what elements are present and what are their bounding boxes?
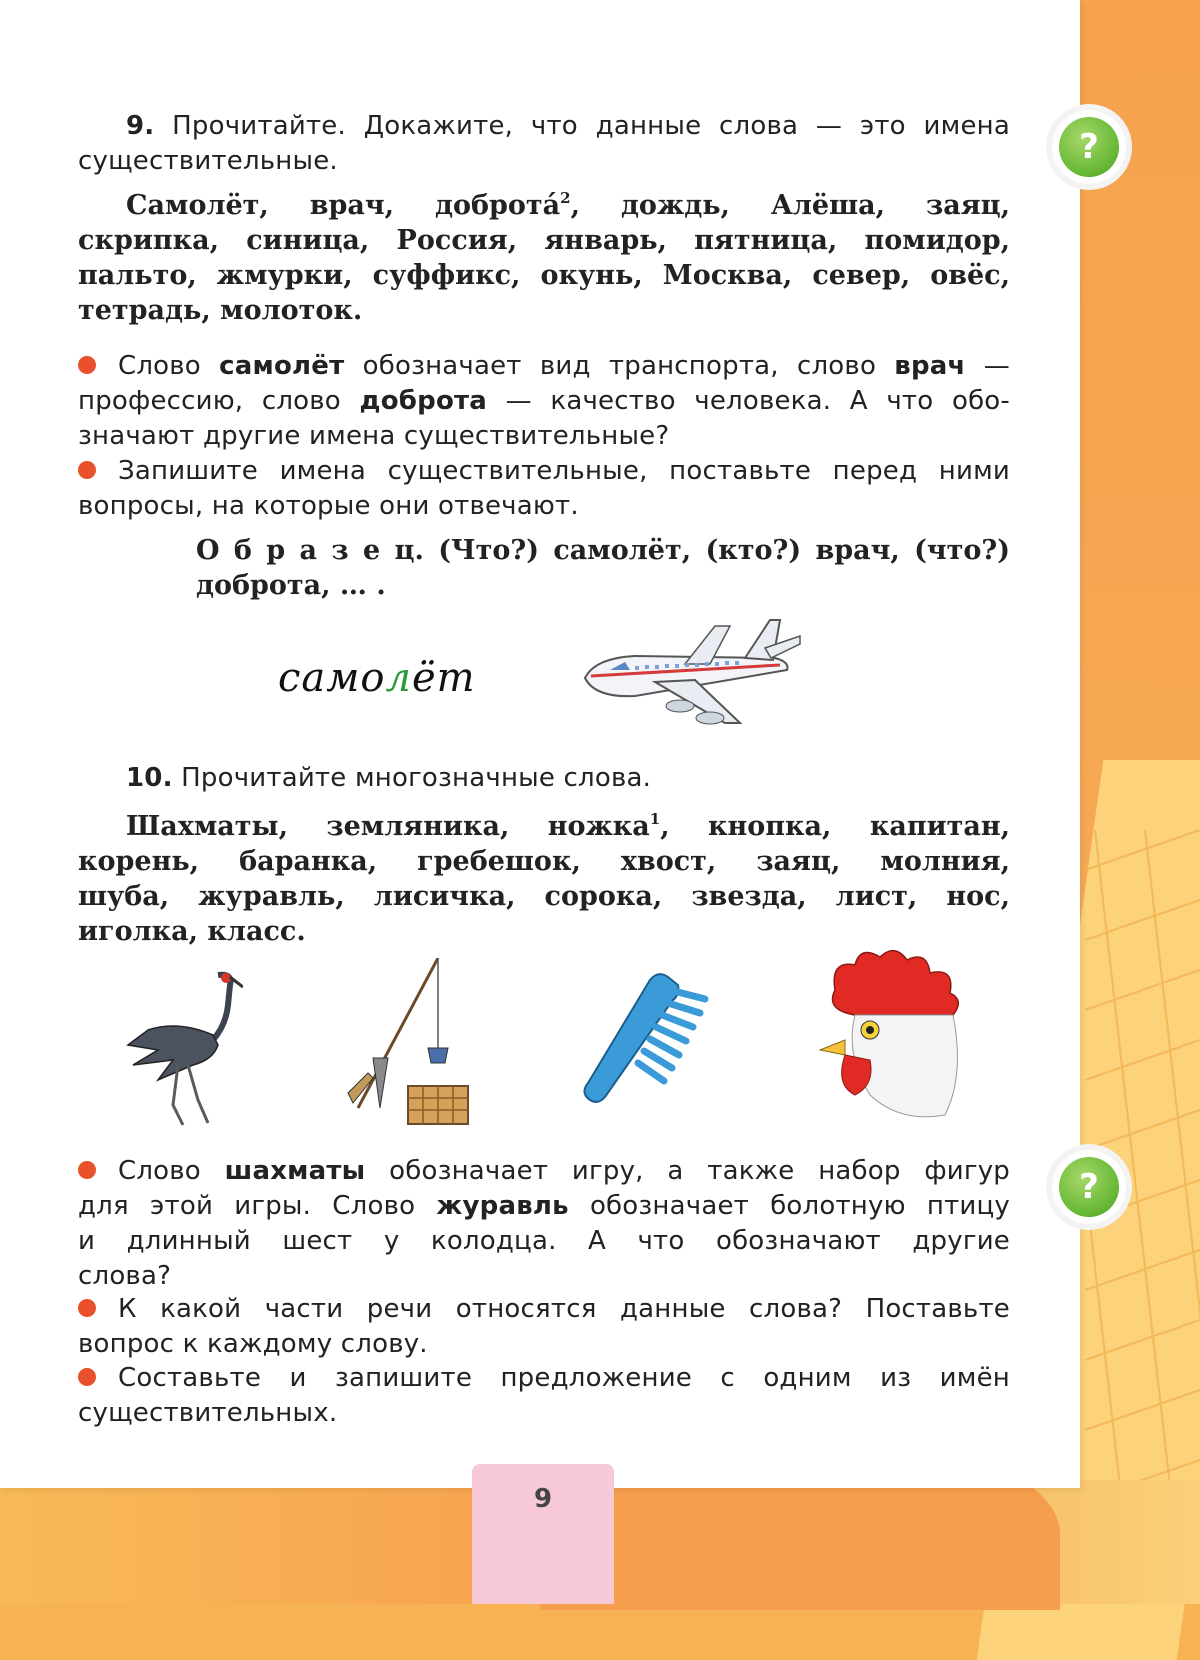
handwriting-samolet: самoлёт bbox=[278, 655, 476, 701]
exercise-9-intro: 9. Прочитайте. Докажите, что данные слова — это имена существительные. bbox=[78, 111, 1010, 176]
bullet-icon bbox=[78, 461, 96, 479]
exercise-9-task-1: Слово самолёт обозначает вид транспорта, слово врач — профессию, слово доброта — качество человека. А что обо- значают другие имена существительные? bbox=[78, 351, 1011, 451]
exercise-9-sample: О б р а з е ц. (Что?) самолёт, (кто?) врач, (что?) доброта, … . bbox=[196, 535, 1010, 601]
page-number-tab bbox=[472, 1464, 614, 1604]
crane-bird-illustration bbox=[118, 965, 243, 1130]
exercise-10-intro: 10. Прочитайте многозначные слова. bbox=[126, 763, 652, 793]
exercise-number: 9. bbox=[126, 111, 155, 141]
page-number: 9 bbox=[533, 1484, 553, 1514]
question-icon[interactable]: ? bbox=[1052, 1150, 1126, 1224]
exercise-10-words: Шахматы, земляника, ножка$^1$, кнопка, капитан, корень, баранка, гребешок, хвост, заяц, молния, шуба, журавль, лисичка, сорока, звезда, лист, нос, иголка, класс. bbox=[78, 810, 1010, 947]
well-sweep-illustration bbox=[338, 958, 478, 1133]
exercise-10-task-3: Составьте и запишите предложение с одним из имён существительных. bbox=[78, 1363, 1010, 1428]
exercise-9-words: Самолёт, врач, доброта́$^2$, дождь, Алёша, заяц, скрипка, синица, Россия, январь, пятница, помидор, пальто, жмурки, суффикс, окунь, Москва, север, овёс, тетрадь, молоток. bbox=[78, 189, 1010, 326]
bullet-icon bbox=[78, 1368, 96, 1386]
airplane-illustration bbox=[575, 618, 805, 733]
bullet-icon bbox=[78, 1299, 96, 1317]
comb-illustration bbox=[580, 965, 715, 1110]
bullet-icon bbox=[78, 356, 96, 374]
exercise-10-task-2: К какой части речи относятся данные слова? Поставьте вопрос к каждому слову. bbox=[78, 1294, 1010, 1359]
exercise-number: 10. bbox=[126, 763, 173, 793]
rooster-illustration bbox=[815, 945, 975, 1125]
exercise-9-task-2: Запишите имена существительные, поставьте перед ними вопросы, на которые они отвечают. bbox=[78, 456, 1010, 521]
question-icon[interactable]: ? bbox=[1052, 110, 1126, 184]
exercise-10-task-1: Слово шахматы обозначает игру, а также набор фигур для этой игры. Слово журавль обозначает болотную птицу и длинный шест у колодца. А что обозначают другие слова? bbox=[78, 1156, 1010, 1291]
bullet-icon bbox=[78, 1161, 96, 1179]
